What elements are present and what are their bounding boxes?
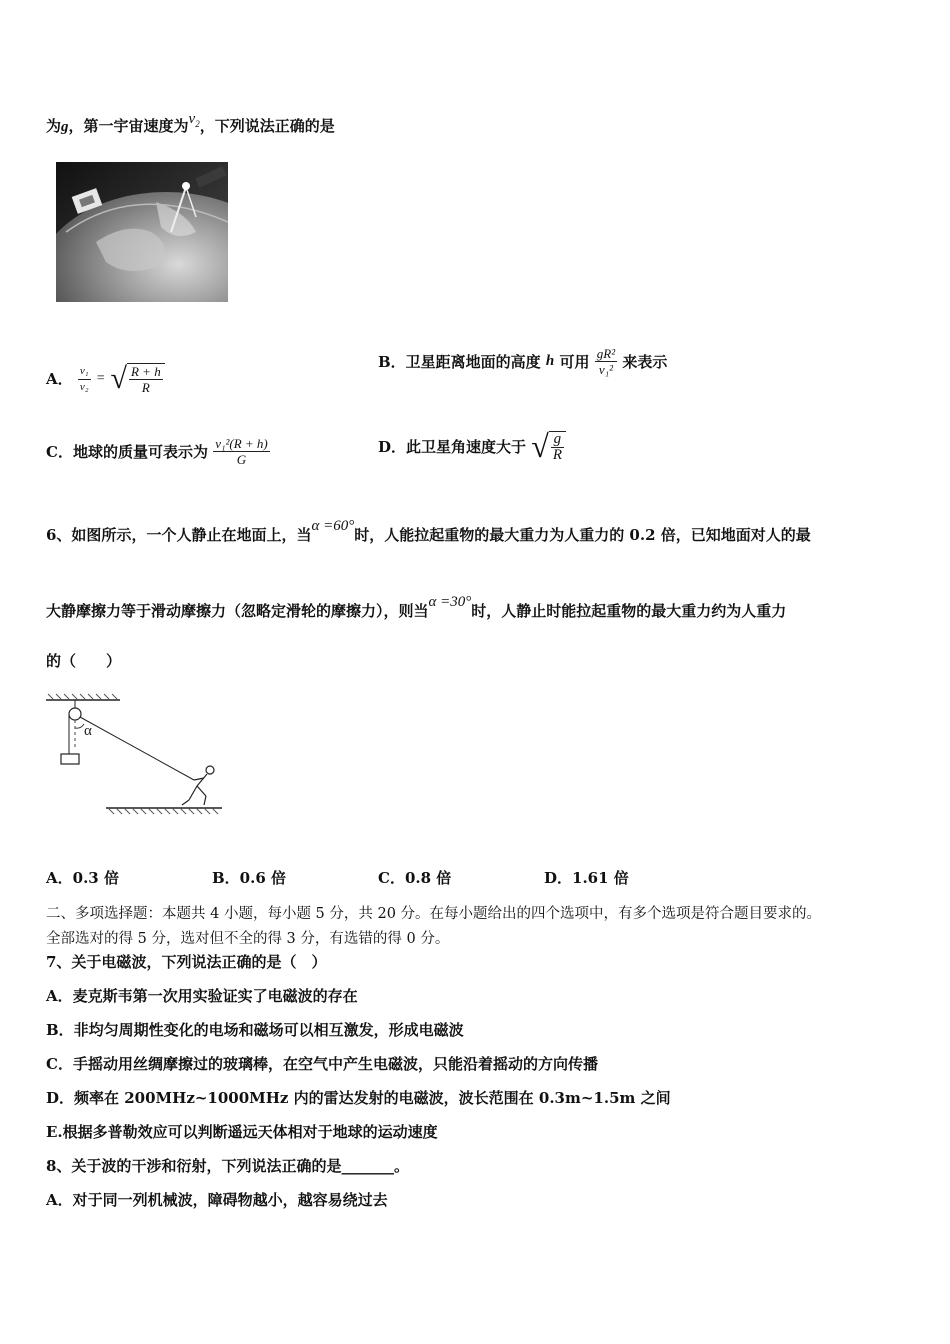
sqrt-g-over-r: √ $\frac{g}{R}$ [531, 428, 566, 465]
q6-text: 时，人静止时能拉起重物的最大重力约为人重力 [471, 602, 787, 620]
q6-option-a: A．0.3 倍 [46, 869, 119, 887]
q8-stem: 8、关于波的干涉和衍射，下列说法正确的是_______。 [46, 1157, 409, 1175]
q6-line3: 的（ ） [46, 652, 122, 670]
q7-option-c: C．手摇动用丝绸摩擦过的玻璃棒，在空气中产生电磁波，只能沿着摇动的方向传播 [46, 1055, 598, 1073]
equals-sign: = [95, 371, 106, 386]
q6-text: 6、如图所示，一个人静止在地面上，当 [46, 526, 312, 544]
option-c-label: C．地球的质量可表示为 [46, 443, 208, 461]
satellite-photo [56, 162, 228, 302]
g-symbol: g [61, 119, 69, 135]
option-b-text: 来表示 [622, 353, 668, 371]
q6-option-c: C．0.8 倍 [378, 869, 452, 887]
option-d-label: D．此卫星角速度大于 [378, 438, 527, 456]
q6-text: 大静摩擦力等于滑动摩擦力（忽略定滑轮的摩擦力），则当 [46, 602, 429, 620]
q5-stem [46, 111, 335, 137]
option-b-text: 可用 [559, 353, 590, 371]
alpha-angle-label: α [84, 723, 92, 739]
section2-instructions-1: 二、多项选择题：本题共 4 小题，每小题 5 分，共 20 分。在每小题给出的四个选项中，有多个选项是符合题目要求的。 [46, 906, 822, 922]
q7-option-d: D．频率在 200MHz~1000MHz 内的雷达发射的电磁波，波长范围在 0.3m~1.5m 之间 [46, 1089, 671, 1107]
option-a-label: A． [46, 370, 73, 388]
h-symbol: h [545, 353, 555, 369]
pulley-diagram [44, 690, 234, 822]
q5-option-b [378, 346, 667, 377]
q5-stem-part: ，下列说法正确的是 [199, 117, 335, 135]
sqrt-expression: √ $\frac{R + h}{R}$ [111, 362, 165, 396]
q5-option-c [46, 436, 270, 467]
v2-symbol: $v_2$ [188, 111, 200, 129]
q6-option-d: D．1.61 倍 [544, 869, 629, 887]
alpha-30: α =30° [428, 594, 472, 610]
height-formula: $\frac{\text{gR²}}{\text{v₁²}}$ [596, 346, 616, 377]
alpha-60: α =60° [311, 518, 355, 534]
mass-formula: $\frac{\text{v₁²(R + h)}}{G}$ [215, 436, 268, 467]
section2-instructions-2: 全部选对的得 5 分，选对但不全的得 3 分，有选错的得 0 分。 [46, 931, 450, 947]
option-b-label: B．卫星距离地面的高度 [378, 353, 541, 371]
q6-option-b: B．0.6 倍 [212, 869, 286, 887]
q5-option-d [378, 428, 566, 465]
q5-stem-part: ，第一宇宙速度为 [68, 117, 189, 135]
q5-option-a [46, 348, 165, 410]
q6-text: 时，人能拉起重物的最大重力为人重力的 0.2 倍，已知地面对人的最 [354, 526, 811, 544]
q7-option-e: E.根据多普勒效应可以判断遥远天体相对于地球的运动速度 [46, 1123, 438, 1141]
v-ratio: $\frac{\text{v₁}}{\text{v₂}}$ [79, 364, 89, 393]
q7-option-a: A．麦克斯韦第一次用实验证实了电磁波的存在 [46, 987, 358, 1005]
q8-option-a: A．对于同一列机械波，障碍物越小，越容易绕过去 [46, 1191, 388, 1209]
q5-stem-part: 为 [46, 117, 62, 135]
q7-stem: 7、关于电磁波，下列说法正确的是（ ） [46, 953, 327, 971]
q6-line1 [46, 518, 811, 545]
q6-line2 [46, 594, 787, 621]
q7-option-b: B．非均匀周期性变化的电场和磁场可以相互激发，形成电磁波 [46, 1021, 464, 1039]
